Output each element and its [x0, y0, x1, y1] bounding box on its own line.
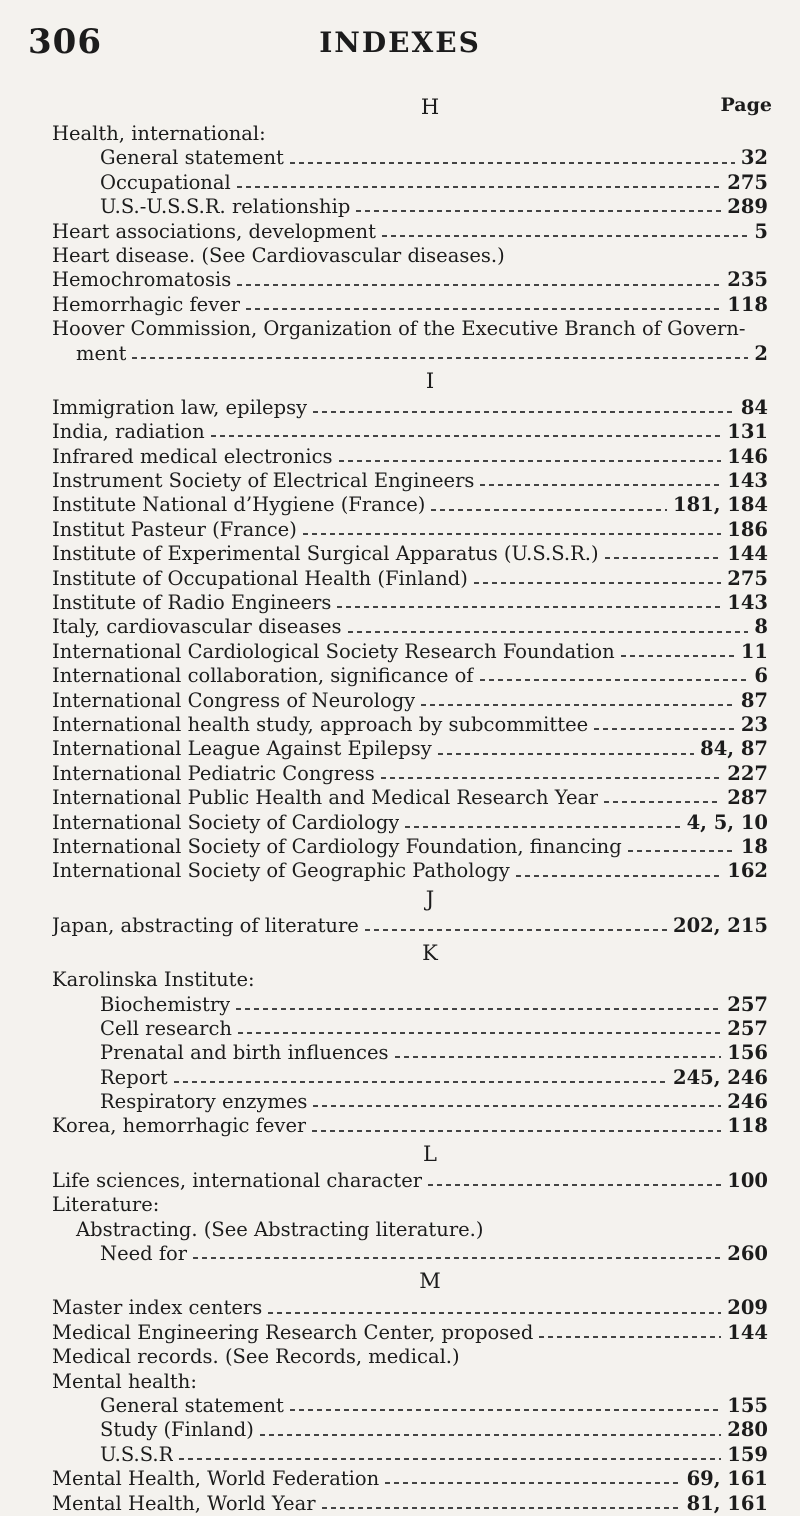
index-entry [52, 664, 768, 688]
leader-dots [438, 753, 694, 755]
entry-term: International Congress of Neurology [52, 688, 416, 712]
leader-dots [428, 1184, 721, 1186]
entry-pages: 287 [727, 786, 768, 810]
index-entry [52, 1017, 768, 1041]
entry-pages: 280 [727, 1418, 768, 1442]
entry-term: Cell research [100, 1016, 232, 1040]
entry-pages: 202, 215 [673, 913, 768, 937]
entry-pages: 186 [727, 517, 768, 541]
leader-dots [339, 460, 722, 462]
entry-term: Korea, hemorrhagic fever [52, 1114, 307, 1138]
entry-term: ment [76, 341, 127, 365]
index-entry [52, 762, 768, 786]
index-entry [52, 1443, 768, 1467]
leader-dots [474, 582, 721, 584]
entry-pages: 5 [754, 219, 768, 243]
leader-dots [604, 801, 721, 803]
index-entry [52, 835, 768, 859]
index-entry [52, 567, 768, 591]
entry-pages: 146 [727, 444, 768, 468]
leader-dots [238, 1032, 721, 1034]
leader-dots [480, 679, 749, 681]
index-entry [52, 1041, 768, 1065]
entry-pages: 32 [740, 146, 768, 170]
entry-pages: 100 [727, 1168, 768, 1192]
leader-dots [405, 826, 680, 828]
entry-pages: 6 [754, 664, 768, 688]
section-letter: H [420, 95, 440, 119]
index-entries [52, 92, 768, 1516]
index-entry [52, 469, 768, 493]
index-entry [52, 518, 768, 542]
leader-dots [628, 850, 735, 852]
leader-dots [348, 631, 749, 633]
index-entry [52, 1090, 768, 1114]
index-entry [52, 640, 768, 664]
leader-dots [356, 210, 721, 212]
index-entry [52, 591, 768, 615]
entry-term: Hemorrhagic fever [52, 292, 241, 316]
leader-dots [605, 557, 722, 559]
leader-dots [237, 284, 721, 286]
index-entry [52, 1394, 768, 1418]
section-letter: M [419, 1269, 441, 1294]
entry-pages: 81, 161 [686, 1491, 768, 1515]
entry-term: General statement [100, 1393, 284, 1417]
index-entry [52, 914, 768, 938]
leader-dots [237, 186, 722, 188]
entry-term: Infrared medical electronics [52, 444, 333, 468]
entry-term: Occupational [100, 170, 231, 194]
entry-pages: 8 [754, 615, 768, 639]
page-column-header: Page [720, 94, 772, 116]
index-entry [52, 1467, 768, 1491]
leader-dots [260, 1434, 721, 1436]
entry-term: Master index centers [52, 1296, 263, 1320]
leader-dots [312, 1130, 721, 1132]
leader-dots [621, 655, 735, 657]
leader-dots [174, 1081, 667, 1083]
index-entry [52, 1492, 768, 1516]
leader-dots [303, 533, 721, 535]
entry-term: Hemochromatosis [52, 268, 232, 292]
leader-dots [385, 1482, 680, 1484]
entry-pages: 11 [740, 639, 768, 663]
entry-term: Need for [100, 1242, 188, 1266]
entry-pages: 23 [740, 712, 768, 736]
entry-term: International health study, approach by subcommittee [52, 712, 589, 736]
section-letter: J [425, 886, 435, 911]
index-entry [52, 786, 768, 810]
entry-term: International Cardiological Society Research Foundation [52, 639, 615, 663]
entry-term: General statement [100, 146, 284, 170]
entry-term: Life sciences, international character [52, 1168, 423, 1192]
entry-pages: 143 [727, 591, 768, 615]
index-entry [52, 737, 768, 761]
entry-pages: 209 [727, 1296, 768, 1320]
section-letter: L [423, 1141, 437, 1166]
entry-term: Japan, abstracting of literature [52, 913, 359, 937]
entry-pages: 144 [727, 542, 768, 566]
leader-dots [268, 1312, 721, 1314]
entry-pages: 4, 5, 10 [686, 810, 768, 834]
entry-term: International Society of Geographic Pathology [52, 859, 510, 883]
entry-term: Respiratory enzymes [100, 1090, 308, 1114]
entry-term: U.S.S.R [100, 1442, 174, 1466]
entry-term: Prenatal and birth influences [100, 1041, 389, 1065]
entry-term: Study (Finland) [100, 1418, 254, 1442]
entry-term: Mental Health, World Year [52, 1491, 316, 1515]
index-entry [52, 342, 768, 366]
leader-dots [382, 235, 748, 237]
entry-pages: 257 [727, 992, 768, 1016]
index-cross-reference: Heart disease. (See Cardiovascular diseases.) [52, 243, 505, 267]
entry-term: Institute of Radio Engineers [52, 591, 332, 615]
leader-dots [236, 1008, 721, 1010]
entry-term: International collaboration, significance of [52, 664, 474, 688]
index-entry [52, 1418, 768, 1442]
index-entry [52, 811, 768, 835]
leader-dots [365, 929, 667, 931]
index-entry [52, 195, 768, 219]
leader-dots [313, 1105, 721, 1107]
leader-dots [594, 728, 735, 730]
entry-pages: 156 [727, 1041, 768, 1065]
entry-pages: 144 [727, 1320, 768, 1344]
running-title: INDEXES [319, 26, 481, 59]
entry-pages: 162 [727, 859, 768, 883]
section-letter: K [422, 941, 438, 966]
index-entry [52, 993, 768, 1017]
index-entry [52, 1066, 768, 1090]
leader-dots [290, 162, 735, 164]
entry-term: Institute of Occupational Health (Finland) [52, 566, 468, 590]
leader-dots [193, 1257, 721, 1259]
entry-pages: 235 [727, 268, 768, 292]
running-header [28, 22, 772, 66]
entry-term: Institute National d’Hygiene (France) [52, 493, 426, 517]
index-heading: Health, international: [52, 122, 266, 145]
leader-dots [211, 435, 722, 437]
index-entry [52, 1321, 768, 1345]
leader-dots [246, 308, 721, 310]
entry-pages: 260 [727, 1242, 768, 1266]
entry-pages: 143 [727, 469, 768, 493]
entry-pages: 227 [727, 761, 768, 785]
section-letter: I [425, 368, 435, 393]
index-entry [52, 1169, 768, 1193]
entry-term: Institut Pasteur (France) [52, 517, 297, 541]
entry-pages: 246 [727, 1090, 768, 1114]
entry-pages: 84, 87 [700, 737, 768, 761]
index-heading: Karolinska Institute: [52, 968, 255, 992]
entry-term: Medical Engineering Research Center, proposed [52, 1320, 534, 1344]
leader-dots [132, 357, 748, 359]
entry-pages: 131 [727, 420, 768, 444]
leader-dots [290, 1409, 721, 1411]
entry-pages: 118 [727, 1114, 768, 1138]
index-entry [52, 171, 768, 195]
entry-pages: 84 [740, 395, 768, 419]
index-entry [52, 1296, 768, 1320]
entry-term: International Society of Cardiology [52, 810, 400, 834]
leader-dots [421, 704, 735, 706]
index-entry [52, 220, 768, 244]
index-entry [52, 1114, 768, 1138]
leader-dots [431, 509, 667, 511]
index-entry [52, 859, 768, 883]
leader-dots [313, 411, 735, 413]
index-cross-reference: Hoover Commission, Organization of the Executive Branch of Govern- [52, 317, 746, 341]
index-entry [52, 542, 768, 566]
index-entry [52, 293, 768, 317]
index-entry [52, 268, 768, 292]
leader-dots [395, 1056, 722, 1058]
index-cross-reference: Abstracting. (See Abstracting literature.) [76, 1217, 484, 1241]
entry-term: Instrument Society of Electrical Engineers [52, 469, 475, 493]
index-entry [52, 493, 768, 517]
entry-pages: 257 [727, 1016, 768, 1040]
entry-pages: 245, 246 [673, 1065, 768, 1089]
entry-term: International Pediatric Congress [52, 761, 375, 785]
index-heading: Literature: [52, 1193, 160, 1217]
entry-term: Report [100, 1065, 168, 1089]
entry-term: International Society of Cardiology Foundation, financing [52, 834, 622, 858]
entry-pages: 181, 184 [673, 493, 768, 517]
entry-pages: 275 [727, 566, 768, 590]
index-entry [52, 445, 768, 469]
leader-dots [179, 1458, 721, 1460]
leader-dots [539, 1336, 721, 1338]
index-cross-reference: Medical records. (See Records, medical.) [52, 1345, 460, 1369]
entry-term: International Public Health and Medical Research Year [52, 786, 599, 810]
leader-dots [337, 606, 721, 608]
leader-dots [516, 875, 722, 877]
entry-pages: 155 [727, 1393, 768, 1417]
entry-pages: 289 [727, 195, 768, 219]
entry-term: Immigration law, epilepsy [52, 395, 308, 419]
entry-pages: 159 [727, 1442, 768, 1466]
entry-term: Mental Health, World Federation [52, 1467, 380, 1491]
entry-term: Institute of Experimental Surgical Apparatus (U.S.S.R.) [52, 542, 599, 566]
entry-term: U.S.-U.S.S.R. relationship [100, 195, 351, 219]
index-entry [52, 1242, 768, 1266]
entry-pages: 2 [754, 341, 768, 365]
entry-pages: 69, 161 [686, 1467, 768, 1491]
entry-pages: 87 [740, 688, 768, 712]
entry-pages: 118 [727, 292, 768, 316]
page-number: 306 [28, 22, 102, 62]
leader-dots [480, 484, 721, 486]
index-heading: Mental health: [52, 1369, 197, 1393]
index-entry [52, 615, 768, 639]
index-entry [52, 420, 768, 444]
index-entry [52, 146, 768, 170]
index-entry [52, 713, 768, 737]
entry-term: Heart associations, development [52, 219, 376, 243]
leader-dots [322, 1507, 681, 1509]
entry-pages: 18 [740, 834, 768, 858]
leader-dots [381, 777, 721, 779]
entry-term: India, radiation [52, 420, 205, 444]
index-entry [52, 396, 768, 420]
index-entry [52, 689, 768, 713]
entry-pages: 275 [727, 170, 768, 194]
entry-term: International League Against Epilepsy [52, 737, 432, 761]
entry-term: Italy, cardiovascular diseases [52, 615, 342, 639]
entry-term: Biochemistry [100, 992, 231, 1016]
